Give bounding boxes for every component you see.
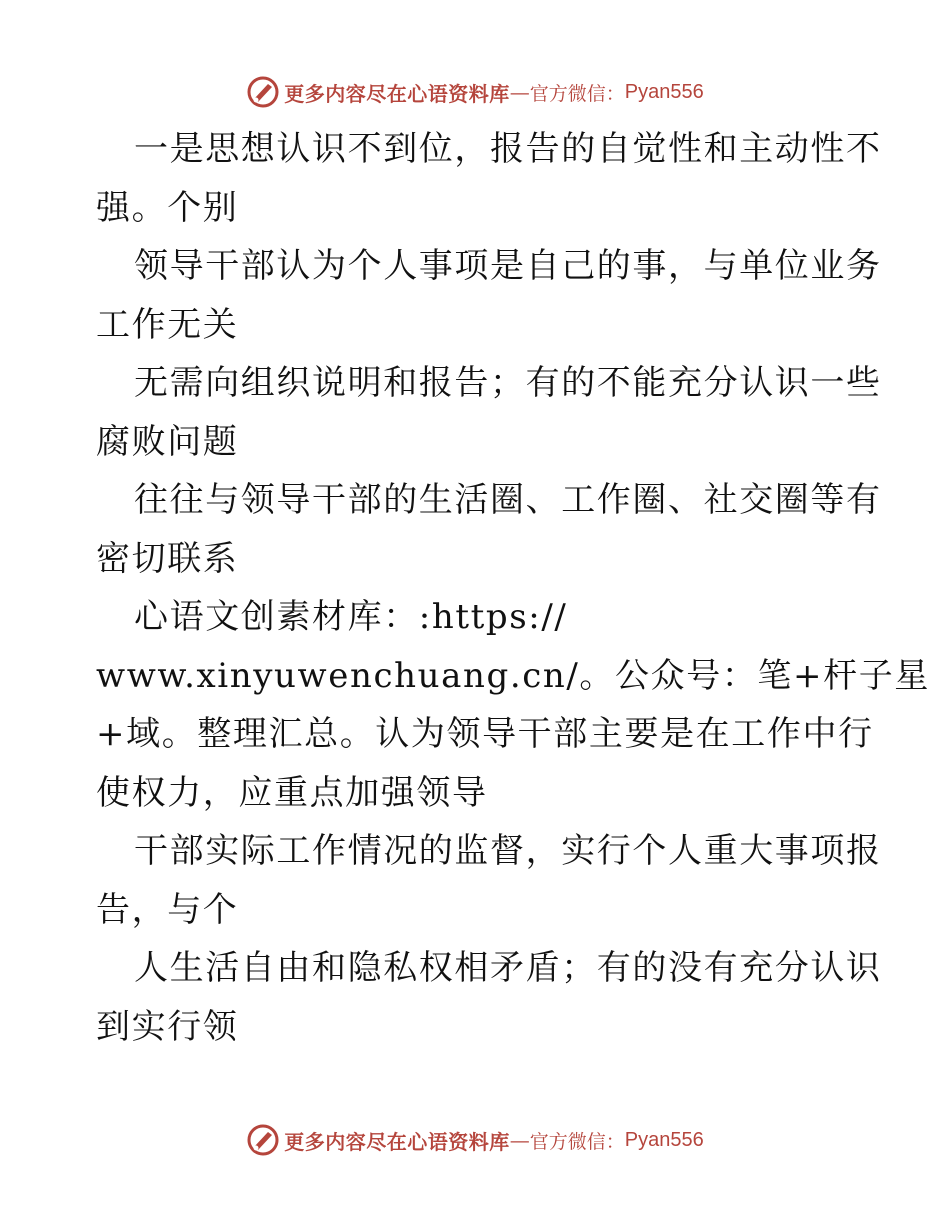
banner-wechat-label: 官方微信：	[529, 82, 625, 105]
text-line: 告，与个	[96, 889, 239, 930]
text-line: 使权力，应重点加强领导	[96, 772, 488, 813]
text-line: 一是思想认识不到位，报告的自觉性和主动性不	[134, 129, 882, 169]
text-line: 干部实际工作情况的监督，实行个人重大事项报	[134, 831, 882, 871]
banner-slogan: 更多内容尽在心语资料库	[284, 81, 510, 106]
text-line-url-start: 心语文创素材库：:https://	[134, 597, 568, 637]
text-line: 强。个别	[96, 187, 239, 228]
banner-wechat-id: Pyan556	[624, 1128, 704, 1151]
pen-logo-icon	[246, 1123, 280, 1157]
text-line-url: www.xinyuwenchuang.cn/。公众号：笔+杆子星	[96, 655, 930, 696]
text-line: 领导干部认为个人事项是自己的事，与单位业务	[134, 246, 882, 286]
header-banner	[0, 72, 950, 112]
footer-banner	[0, 1120, 950, 1160]
text-line: 腐败问题	[96, 421, 239, 462]
pen-logo-icon	[246, 75, 280, 109]
banner-wechat-id: Pyan556	[624, 80, 704, 103]
banner-separator: —	[509, 1128, 530, 1152]
text-line: 无需向组织说明和报告；有的不能充分认识一些	[134, 363, 882, 403]
text-line: 到实行领	[96, 1006, 239, 1047]
text-line: 人生活自由和隐私权相矛盾；有的没有充分认识	[134, 948, 882, 988]
text-line: 密切联系	[96, 538, 239, 579]
document-body	[96, 120, 930, 1056]
text-line: 工作无关	[96, 304, 239, 345]
text-line: 往往与领导干部的生活圈、工作圈、社交圈等有	[134, 480, 882, 520]
banner-wechat-label: 官方微信：	[529, 1130, 625, 1153]
text-line: +域。整理汇总。认为领导干部主要是在工作中行	[96, 714, 874, 754]
banner-separator: —	[509, 80, 530, 104]
banner-slogan: 更多内容尽在心语资料库	[284, 1129, 510, 1154]
